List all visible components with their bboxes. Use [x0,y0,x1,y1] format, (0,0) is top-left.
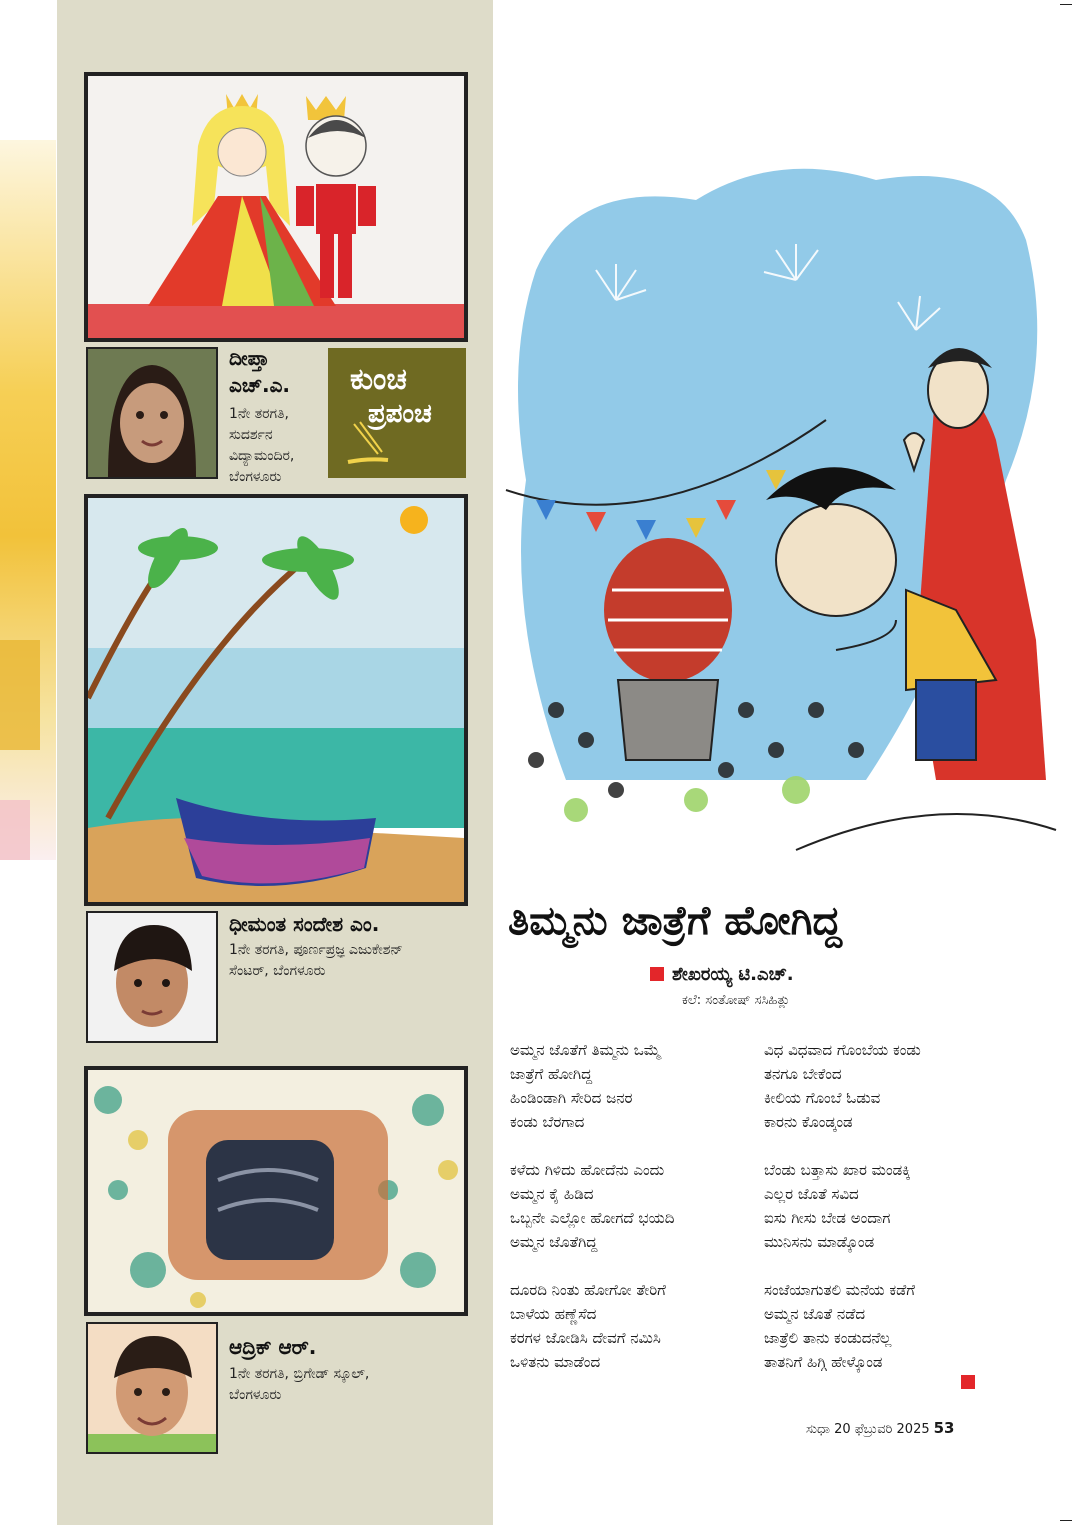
poem-stanza [764,1158,1004,1254]
artist-name-line: ಎಚ್.ಎ. [229,373,291,397]
poem-title: ತಿಮ್ಮನು ಜಾತ್ರೆಗೆ ಹೋಗಿದ್ದ [508,898,842,944]
poem-line: ಐಸು ಗೀಸು ಬೇಡ ಅಂದಾಗ [764,1209,891,1227]
artist-detail-line: ವಿದ್ಯಾಮಂದಿರ, [229,448,295,464]
artist-photo-dheemantha [86,911,218,1043]
paintbrush-icon [344,418,394,468]
artist-detail-line: ಬೆಂಗಳೂರು [229,1387,282,1403]
artist-name [229,345,290,399]
watercolor-edge-pink [0,800,30,860]
crop-mark [1060,1520,1072,1521]
poem-line: ಅಮ್ಮನ ಜೊತೆಗೆ ತಿಮ್ಮನು ಒಮ್ಮೆ [510,1041,661,1059]
logo-line-1: ಕುಂಚ [350,362,407,397]
poem-line: ತಾತನಿಗೆ ಹಿಗ್ಗಿ ಹೇಳ್ಕೊಂಡ [764,1353,883,1371]
red-square-marker [650,967,664,981]
poem-line: ಹಿಂಡಿಂಡಾಗಿ ಸೇರಿದ ಜನರ [510,1089,633,1107]
artist-photo-aadrik [86,1322,218,1454]
poem-line: ಅಮ್ಮನ ಜೊತೆ ನಡೆದ [764,1305,866,1323]
poem-stanza [510,1158,750,1254]
artist-name-line: ಆದ್ರಿಕ್ ಆರ್. [229,1335,317,1359]
issue-date: ಸುಧಾ 20 ಫೆಬ್ರುವರಿ 2025 [806,1422,930,1437]
poem-column-1 [510,1038,750,1398]
artist-name-line: ದೀಪ್ತಾ [229,346,270,370]
poem-line: ಸಂಜೆಯಾಗುತಲಿ ಮನೆಯ ಕಡೆಗೆ [764,1281,915,1299]
artist-details [229,940,403,982]
poem-stanza [510,1278,750,1374]
poem-line: ಮುನಿಸನು ಮಾಡ್ಕೊಂಡ [764,1233,875,1251]
watercolor-edge [0,140,56,860]
crop-mark [1060,4,1072,5]
poem-author [650,964,794,985]
artist-detail-line: 1ನೇ ತರಗತಿ, ಬ್ರಿಗೇಡ್ ಸ್ಕೂಲ್, [229,1366,370,1382]
artist-details [229,404,294,488]
artist-name [229,1334,316,1361]
artist-detail-line: ಬೆಂಗಳೂರು [229,469,282,485]
poem-line: ಜಾತ್ರೆಗೆ ಹೋಗಿದ್ದ [510,1065,593,1083]
poem-stanza [510,1038,750,1134]
artwork-princess-prince [84,72,468,342]
poem-line: ಅಮ್ಮನ ಕೈ ಹಿಡಿದ [510,1185,594,1203]
page-footer [806,1419,955,1437]
poem-line: ಕರಗಳ ಜೋಡಿಸಿ ದೇವಗೆ ನಮಿಸಿ [510,1329,661,1347]
jatre-illustration [496,150,1070,880]
artist-detail-line: ಸೆಂಟರ್, ಬೆಂಗಳೂರು [229,963,326,979]
kuncha-prapancha-logo [328,348,466,478]
poem-stanza [764,1278,1004,1374]
page-number: 53 [933,1419,955,1437]
poem-line: ಕಂಡು ಬೆರಗಾದ [510,1113,585,1131]
artwork-abstract [84,1066,468,1316]
poem-line: ಬಾಳೆಯ ಹಣ್ಣೆಸೆದ [510,1305,597,1323]
poem-line: ಬೆಂಡು ಬತ್ತಾಸು ಖಾರ ಮಂಡಕ್ಕಿ [764,1161,911,1179]
poem-line: ಅಮ್ಮನ ಜೊತೆಗಿದ್ದ [510,1233,598,1251]
artist-detail-line: ಸುದರ್ಶನ [229,427,273,443]
poem-line: ಒಳಿತನು ಮಾಡೆಂದ [510,1353,601,1371]
artist-photo-deepta [86,347,218,479]
artist-name-line: ಧೀಮಂತ ಸಂದೇಶ ಎಂ. [229,912,380,936]
poem-column-2 [764,1038,1004,1398]
artwork-beach [84,494,468,906]
illustration-credit: ಕಲೆ: ಸಂತೋಷ್ ಸಸಿಹಿತ್ಲು [682,993,790,1008]
poem-line: ಕಾರನು ಕೊಂಡ್ಕಂಡ [764,1113,853,1131]
poem-line: ಒಬ್ಬನೇ ಎಲ್ಲೋ ಹೋಗದೆ ಭಯದಿ [510,1209,675,1227]
poem-line: ತನಗೂ ಬೇಕೆಂದ [764,1065,842,1083]
artist-name [229,911,379,938]
logo-line-2: ಪ್ರಪಂಚ [368,399,432,429]
poem-line: ಕಳೆದು ಗಿಳಿದು ಹೋದೆನು ಎಂದು [510,1161,665,1179]
artist-detail-line: 1ನೇ ತರಗತಿ, ಪೂರ್ಣಪ್ರಜ್ಞ ಎಜುಕೇಶನ್ [229,942,403,958]
poem-line: ದೂರದಿ ನಿಂತು ಹೋಗೋ ತೇರಿಗೆ [510,1281,666,1299]
poem-line: ಜಾತ್ರೆಲಿ ತಾನು ಕಂಡುದನೆಲ್ಲ [764,1329,892,1347]
poem-line: ವಿಧ ವಿಧವಾದ ಗೊಂಬೆಯ ಕಂಡು [764,1041,921,1059]
poem-line: ಕೀಲಿಯ ಗೊಂಬೆ ಓಡುವ [764,1089,881,1107]
poem-line: ಎಲ್ಲರ ಜೊತೆ ಸವಿದ [764,1185,859,1203]
watercolor-edge-stroke [0,640,40,750]
artist-detail-line: 1ನೇ ತರಗತಿ, [229,406,290,422]
end-marker [961,1375,975,1389]
artist-details [229,1364,369,1406]
poem-stanza [764,1038,1004,1134]
author-name: ಶೇಖರಯ್ಯ ಟಿ.ಎಚ್. [672,964,794,985]
